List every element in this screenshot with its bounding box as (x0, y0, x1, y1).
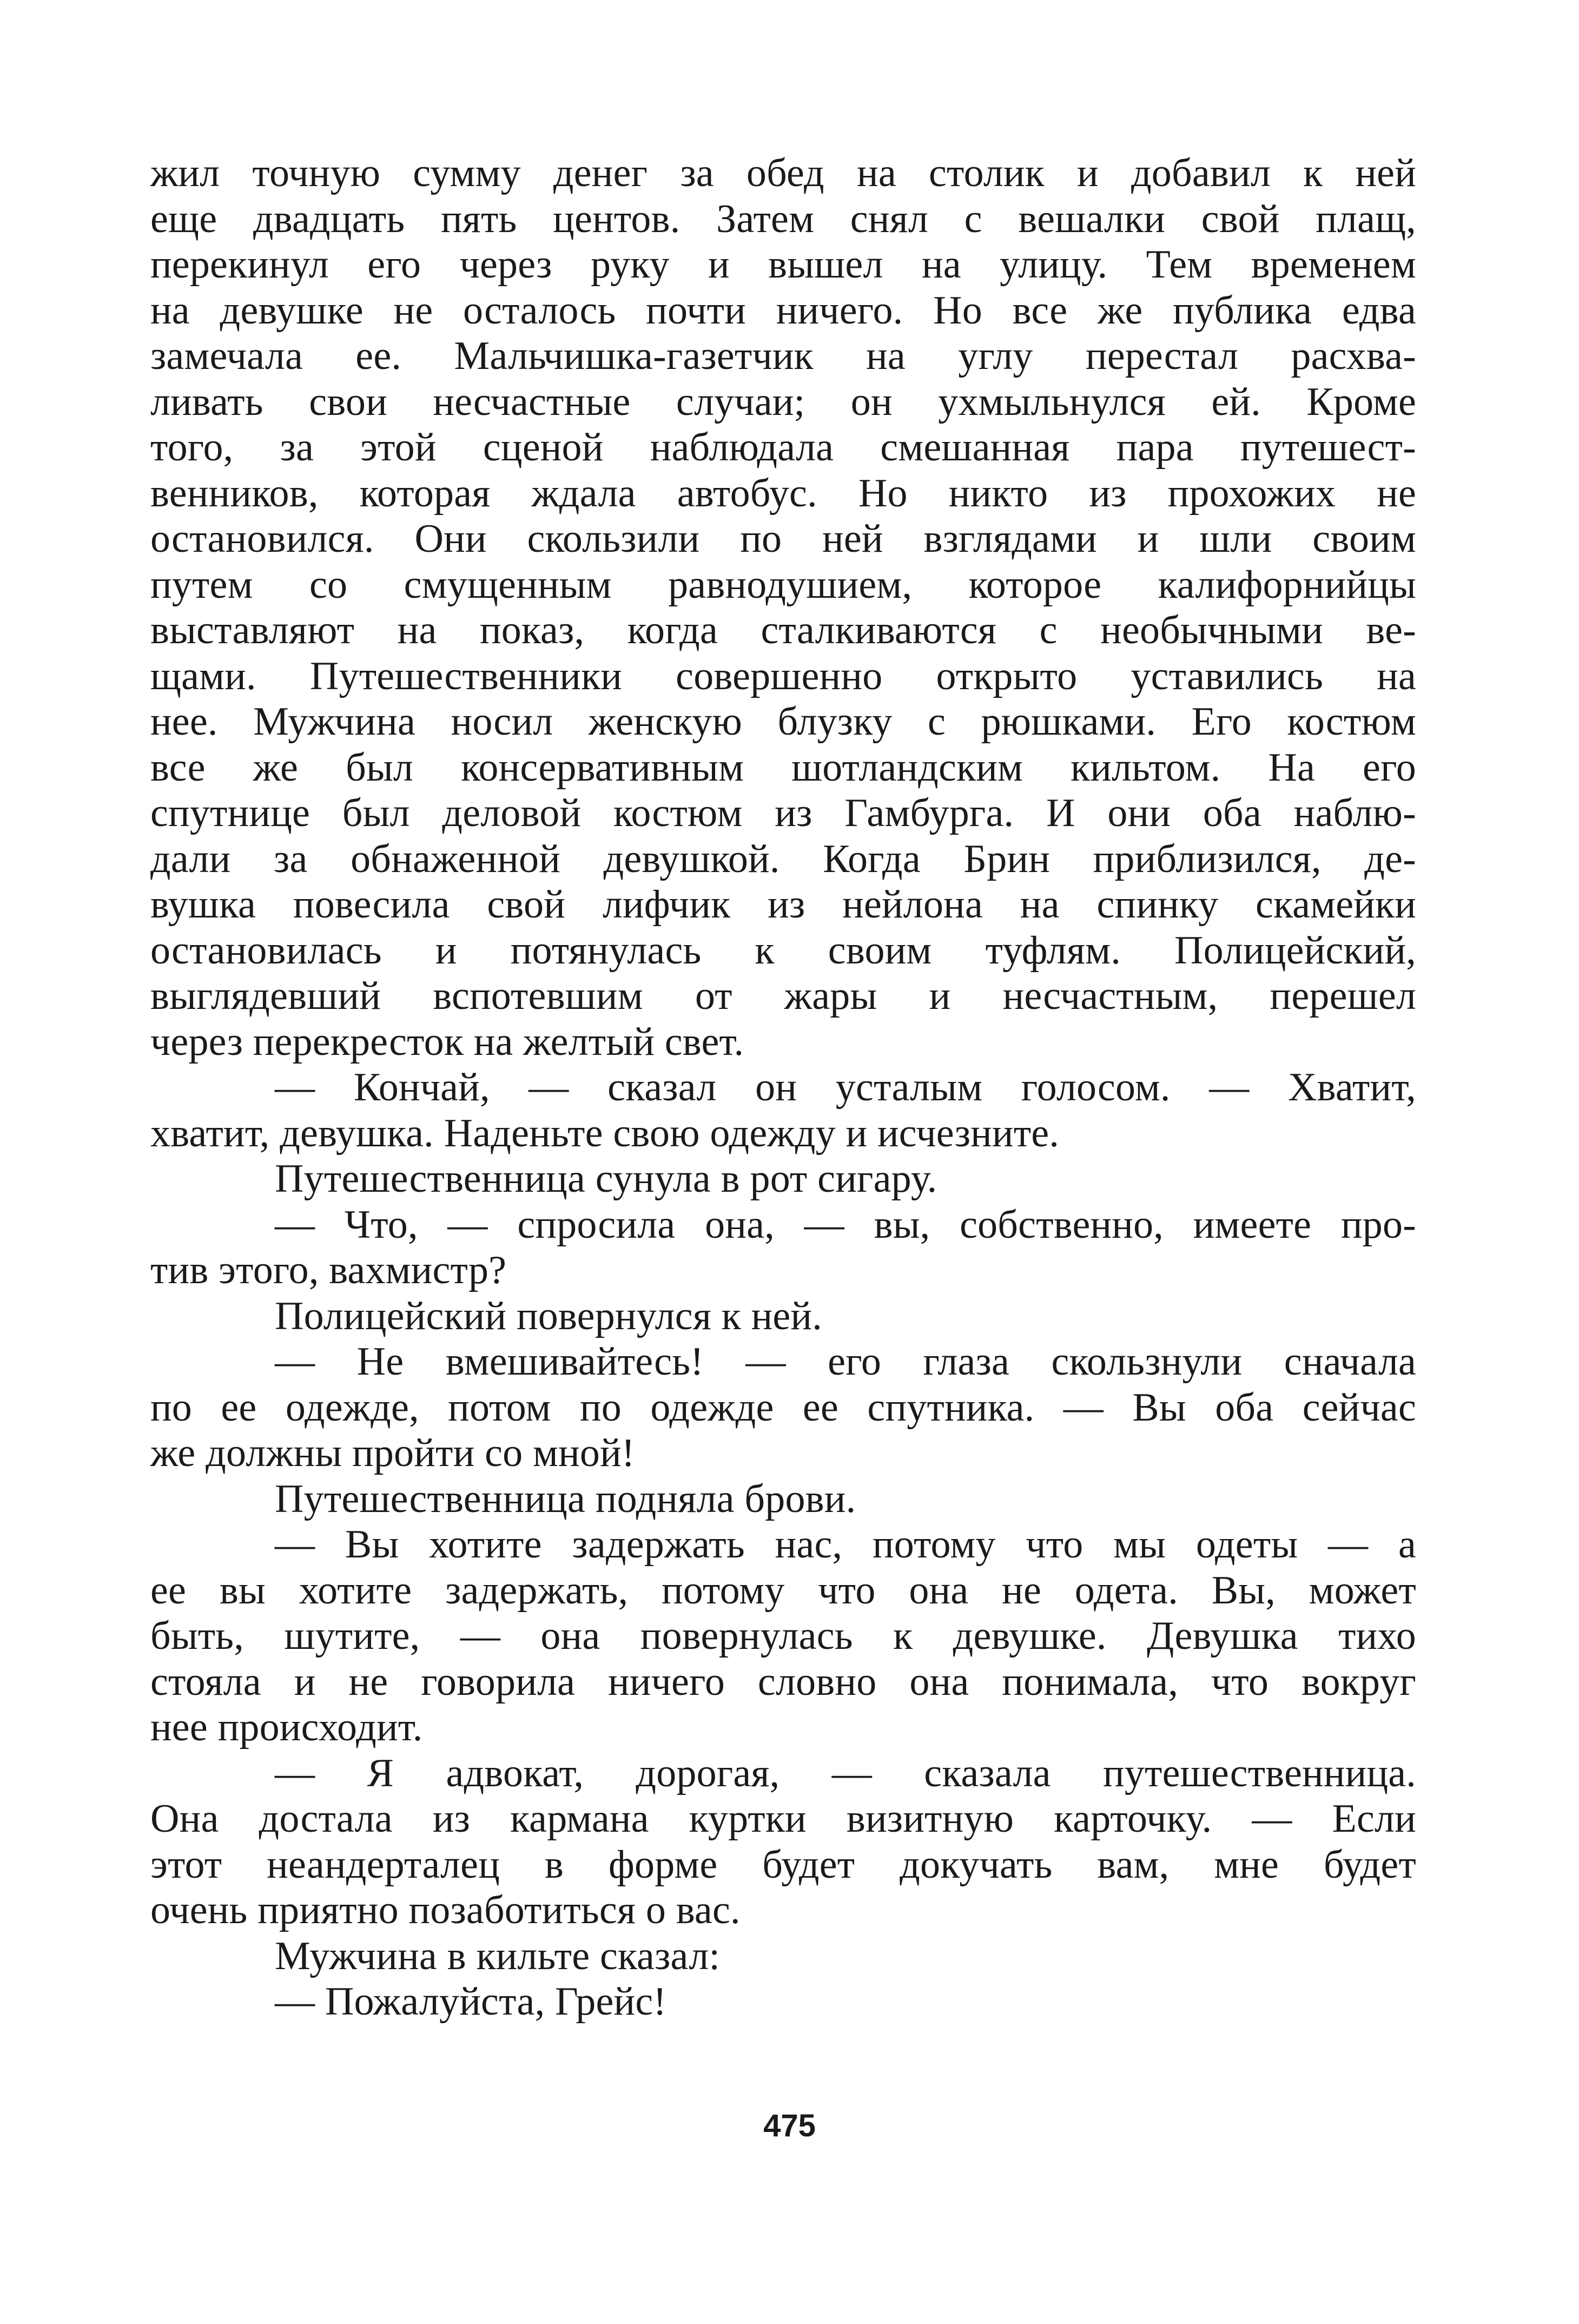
text-line: Путешественница подняла брови. (275, 1476, 856, 1521)
text-line: все же был консервативным шотландским кильтом. На его (150, 745, 1416, 790)
text-line: тив этого, вахмистр? (150, 1248, 507, 1292)
text-line: очень приятно позаботиться о вас. (150, 1888, 741, 1932)
body-text (150, 150, 1416, 2025)
text-line: жил точную сумму денег за обед на столик и добавил к ней (150, 151, 1416, 195)
text-line: путем со смущенным равнодушием, которое калифорнийцы (150, 562, 1416, 607)
text-line: быть, шутите, — она повернулась к девушке. Девушка тихо (150, 1614, 1416, 1658)
text-line: Мужчина в кильте сказал: (275, 1933, 721, 1978)
text-line: же должны пройти со мной! (150, 1431, 635, 1475)
text-line: — Я адвокат, дорогая, — сказала путешественница. (275, 1751, 1416, 1795)
text-line: нее происходит. (150, 1705, 423, 1749)
text-line: остановилась и потянулась к своим туфлям. Полицейский, (150, 928, 1416, 973)
text-line: — Вы хотите задержать нас, потому что мы одеты — а (275, 1522, 1416, 1567)
page-number: 475 (763, 2108, 816, 2143)
text-line: венников, которая ждала автобус. Но никто из прохожих не (150, 471, 1416, 516)
text-line: нее. Мужчина носил женскую блузку с рюшками. Его костюм (150, 699, 1416, 744)
text-line: — Пожалуйста, Грейс! (275, 1979, 667, 2024)
text-line: Полицейский повернулся к ней. (275, 1293, 822, 1338)
text-line: Она достала из кармана куртки визитную карточку. — Если (150, 1797, 1416, 1841)
text-line: на девушке не осталось почти ничего. Но все же публика едва (150, 288, 1416, 333)
text-line: этот неандерталец в форме будет докучать вам, мне будет (150, 1842, 1416, 1887)
text-line: стояла и не говорила ничего словно она понимала, что вокруг (150, 1659, 1416, 1704)
text-line: выставляют на показ, когда сталкиваются с необычными ве- (150, 608, 1416, 652)
text-line: — Что, — спросила она, — вы, собственно, имеете про- (275, 1202, 1416, 1247)
text-line: того, за этой сценой наблюдала смешанная пара путешест- (150, 425, 1416, 470)
text-line: щами. Путешественники совершенно открыто уставились на (150, 653, 1416, 698)
text-line: Путешественница сунула в рот сигару. (275, 1157, 937, 1201)
text-line: замечала ее. Мальчишка-газетчик на углу перестал расхва- (150, 334, 1416, 378)
text-line: дали за обнаженной девушкой. Когда Брин приблизился, де- (150, 836, 1416, 881)
text-line: — Не вмешивайтесь! — его глаза скользнули сначала (275, 1339, 1416, 1384)
text-line: еще двадцать пять центов. Затем снял с вешалки свой плащ, (150, 196, 1416, 241)
text-line: спутнице был деловой костюм из Гамбурга. И они оба наблю- (150, 791, 1416, 835)
text-line: по ее одежде, потом по одежде ее спутника. — Вы оба сейчас (150, 1385, 1416, 1430)
text-line: через перекресток на желтый свет. (150, 1019, 744, 1064)
text-line: остановился. Они скользили по ней взглядами и шли своим (150, 517, 1416, 561)
text-line: перекинул его через руку и вышел на улицу. Тем временем (150, 242, 1416, 287)
text-line: вушка повесила свой лифчик из нейлона на спинку скамейки (150, 882, 1416, 927)
text-line: выглядевший вспотевшим от жары и несчастным, перешел (150, 974, 1416, 1018)
text-line: хватит, девушка. Наденьте свою одежду и исчезните. (150, 1111, 1060, 1156)
text-line: ливать свои несчастные случаи; он ухмыльнулся ей. Кроме (150, 379, 1416, 424)
text-line: ее вы хотите задержать, потому что она не одета. Вы, может (150, 1568, 1416, 1613)
text-line: — Кончай, — сказал он усталым голосом. — Хватит, (275, 1065, 1416, 1110)
